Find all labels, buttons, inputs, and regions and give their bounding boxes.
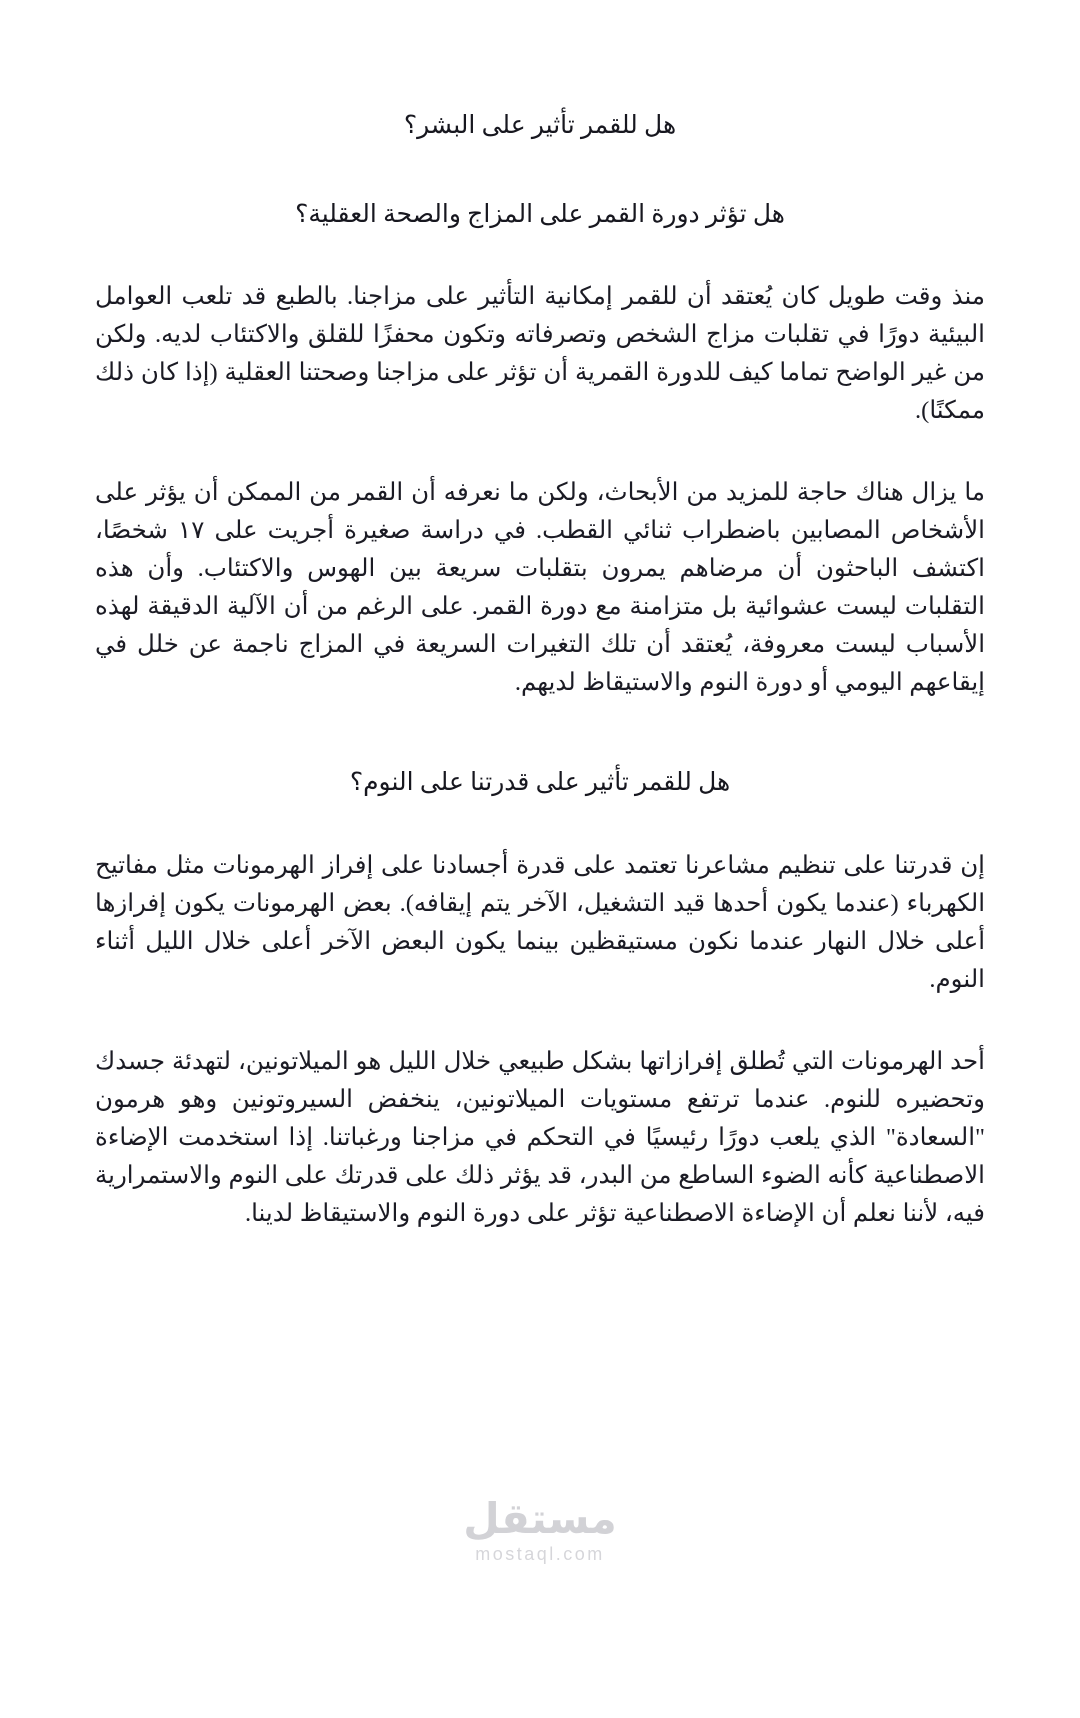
watermark	[0, 1494, 1080, 1565]
paragraph-mood-2: ما يزال هناك حاجة للمزيد من الأبحاث، ولكن ما نعرفه أن القمر من الممكن أن يؤثر على الأشخاص المصابين باضطراب ثنائي القطب. في دراسة صغيرة أجريت على ١٧ شخصًا، اكتشف الباحثون أن مرضاهم يمرون بتقلبات سريعة بين الهوس والاكتئاب. وأن هذه التقلبات ليست عشوائية بل متزامنة مع دورة القمر. على الرغم من أن الآلية الدقيقة لهذه الأسباب ليست معروفة، يُعتقد أن تلك التغيرات السريعة في المزاج ناجمة عن خلل في إيقاعهم اليومي أو دورة النوم والاستيقاظ لديهم.	[95, 478, 985, 696]
page-title: هل للقمر تأثير على البشر؟	[403, 112, 677, 139]
watermark-url: mostaql.com	[475, 1544, 605, 1564]
paragraph-sleep-1: إن قدرتنا على تنظيم مشاعرنا تعتمد على قدرة أجسادنا على إفراز الهرمونات مثل مفاتيح الكهرباء (عندما يكون أحدها قيد التشغيل، الآخر يتم إيقافه). بعض الهرمونات يكون إفرازها أعلى خلال النهار عندما نكون مستيقظين بينما يكون البعض الآخر أعلى خلال الليل أثناء النوم.	[95, 852, 985, 994]
document-body	[95, 108, 985, 1233]
mostaql-logo: مستقل	[463, 1494, 617, 1543]
paragraph-sleep-2: أحد الهرمونات التي تُطلق إفرازاتها بشكل طبيعي خلال الليل هو الميلاتونين، لتهدئة جسدك وتحضيره للنوم. عندما ترتفع مستويات الميلاتونين، ينخفض السيروتونين وهو هرمون "السعادة" الذي يلعب دورًا رئيسيًا في التحكم في مزاجنا ورغباتنا. إذا استخدمت الإضاءة الاصطناعية كأنه الضوء الساطع من البدر، قد يؤثر ذلك على قدرتك على النوم والاستمرارية فيه، لأننا نعلم أن الإضاءة الاصطناعية تؤثر على دورة النوم والاستيقاظ لدينا.	[95, 1048, 985, 1228]
section-heading-sleep: هل للقمر تأثير على قدرتنا على النوم؟	[349, 768, 731, 796]
section-heading-mood: هل تؤثر دورة القمر على المزاج والصحة العقلية؟	[295, 201, 785, 229]
paragraph-mood-1: منذ وقت طويل كان يُعتقد أن للقمر إمكانية التأثير على مزاجنا. بالطبع قد تلعب العوامل البيئية دورًا في تقلبات مزاج الشخص وتصرفاته وتكون محفزًا للقلق والاكتئاب لديه. ولكن من غير الواضح تماما كيف للدورة القمرية أن تؤثر على مزاجنا وصحتنا العقلية (إذا كان ذلك ممكنًا).	[95, 282, 985, 424]
